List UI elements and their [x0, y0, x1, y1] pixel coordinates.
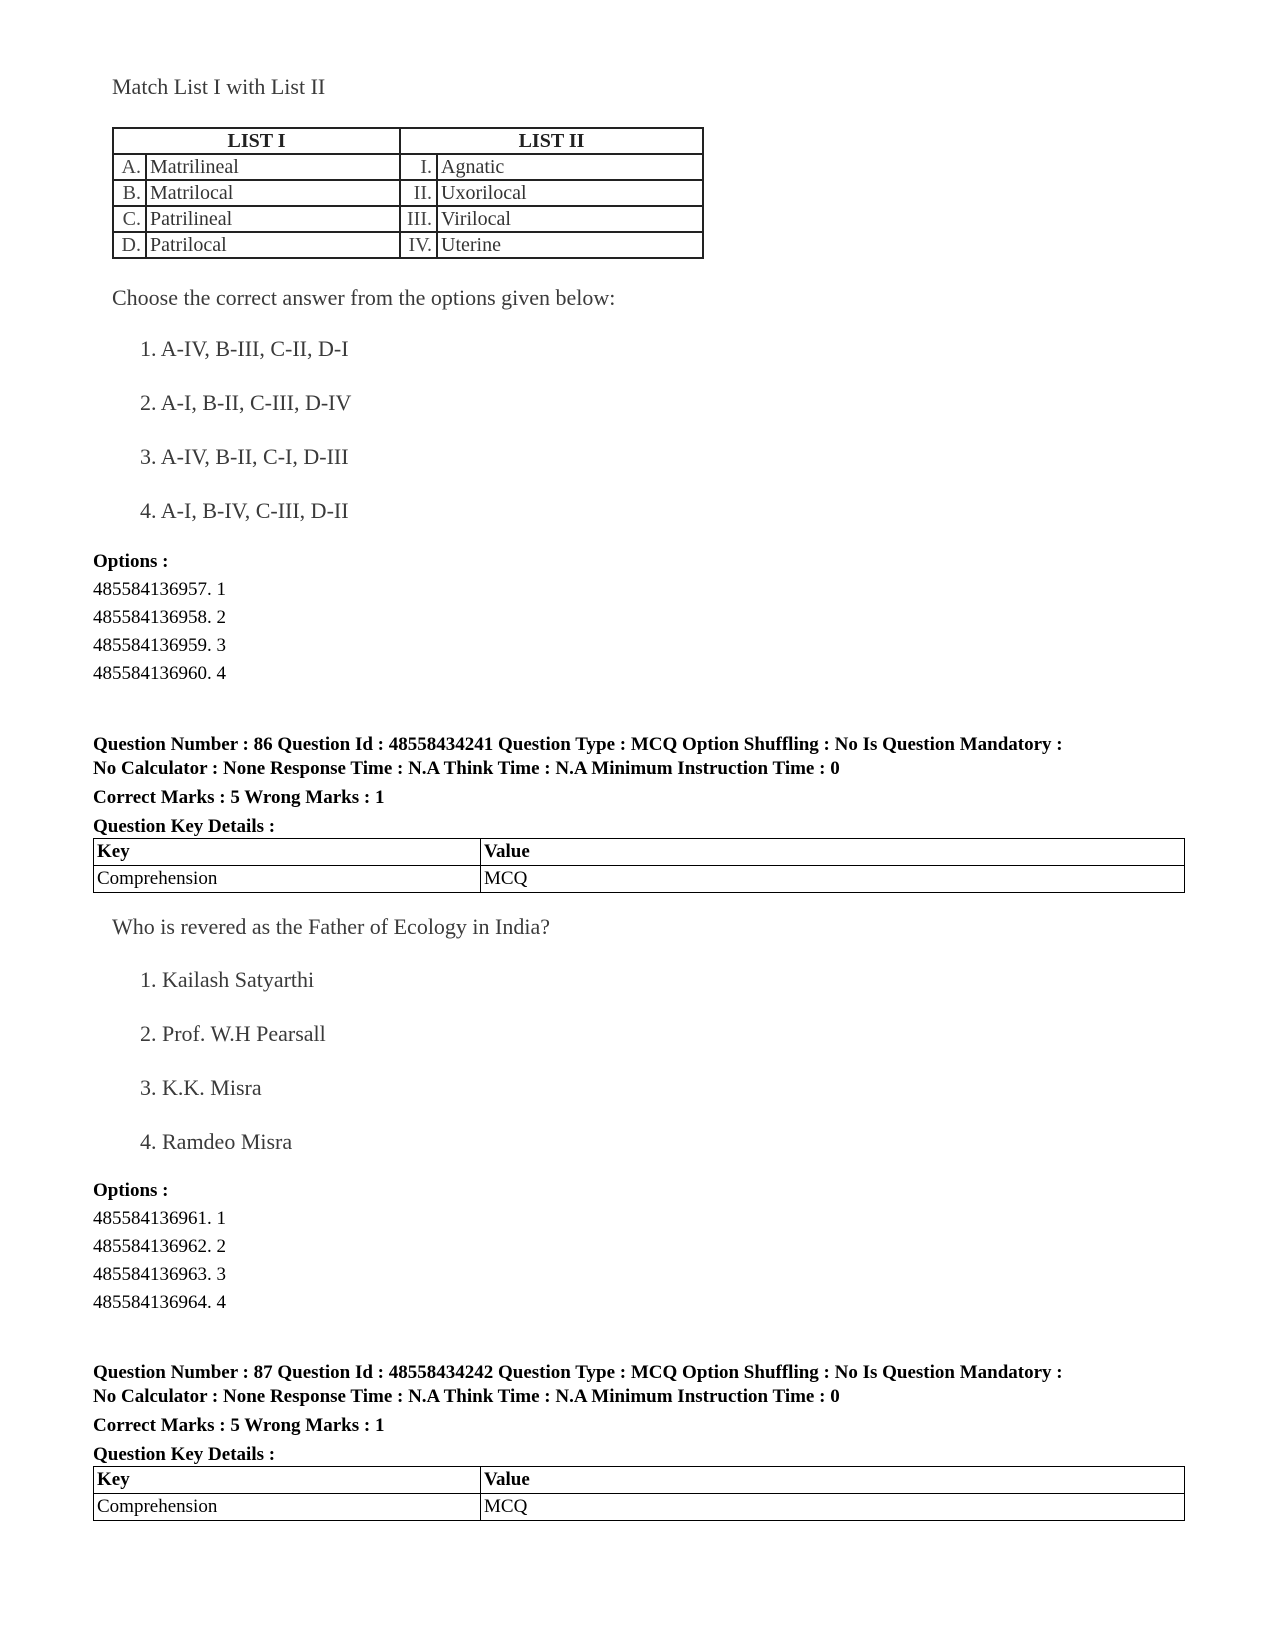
option-row: 485584136962. 2: [93, 1236, 226, 1257]
q85-options: [93, 548, 226, 688]
key-cell: Comprehension: [94, 866, 481, 893]
question-marks: Correct Marks : 5 Wrong Marks : 1: [93, 1415, 385, 1436]
list2-item: Uterine: [437, 232, 703, 258]
choice-item: 4. Ramdeo Misra: [140, 1129, 293, 1154]
q86-options: [93, 1177, 226, 1317]
question-meta-line2: No Calculator : None Response Time : N.A Think Time : N.A Minimum Instruction Time : 0: [93, 758, 840, 779]
list2-header: LIST II: [400, 128, 703, 154]
list2-item: Virilocal: [437, 206, 703, 232]
q86-question: Who is revered as the Father of Ecology in India?: [112, 914, 551, 939]
list1-index: D.: [113, 232, 146, 258]
q85-choices: [140, 336, 351, 552]
key-header: Key: [94, 839, 481, 866]
option-row: 485584136964. 4: [93, 1292, 226, 1313]
q86-meta: [93, 733, 1193, 839]
choice-item: 4. A-I, B-IV, C-III, D-II: [140, 498, 349, 523]
key-header: Key: [94, 1467, 481, 1494]
match-row: [113, 206, 703, 232]
choice-item: 2. A-I, B-II, C-III, D-IV: [140, 390, 352, 415]
match-list-table: [112, 127, 704, 259]
option-row: 485584136963. 3: [93, 1264, 226, 1285]
match-row: [113, 232, 703, 258]
match-row: [113, 180, 703, 206]
option-row: 485584136960. 4: [93, 663, 226, 684]
list2-index: IV.: [400, 232, 437, 258]
question-meta-line2: No Calculator : None Response Time : N.A Think Time : N.A Minimum Instruction Time : 0: [93, 1386, 840, 1407]
question-meta-line1: Question Number : 86 Question Id : 48558434241 Question Type : MCQ Option Shuffling : No Is Question Mandatory :: [93, 734, 1063, 755]
question-key-details: Question Key Details :: [93, 1444, 276, 1465]
q85-prompt: Match List I with List II: [112, 74, 326, 99]
list1-index: A.: [113, 154, 146, 180]
value-cell: MCQ: [481, 1494, 1185, 1521]
value-header: Value: [481, 839, 1185, 866]
list1-index: B.: [113, 180, 146, 206]
option-row: 485584136961. 1: [93, 1208, 226, 1229]
q87-meta: [93, 1361, 1193, 1467]
list1-item: Matrilineal: [146, 154, 400, 180]
list1-header: LIST I: [113, 128, 400, 154]
list1-index: C.: [113, 206, 146, 232]
choice-item: 3. K.K. Misra: [140, 1075, 262, 1100]
question-marks: Correct Marks : 5 Wrong Marks : 1: [93, 787, 385, 808]
list2-index: II.: [400, 180, 437, 206]
choice-item: 3. A-IV, B-II, C-I, D-III: [140, 444, 349, 469]
list1-item: Matrilocal: [146, 180, 400, 206]
question-key-details: Question Key Details :: [93, 816, 276, 837]
q86-choices: [140, 967, 326, 1183]
value-header: Value: [481, 1467, 1185, 1494]
value-cell: MCQ: [481, 866, 1185, 893]
list2-index: III.: [400, 206, 437, 232]
option-row: 485584136958. 2: [93, 607, 226, 628]
options-title: Options :: [93, 551, 169, 572]
options-title: Options :: [93, 1180, 169, 1201]
q86-key-table: [93, 838, 1185, 893]
option-row: 485584136959. 3: [93, 635, 226, 656]
q87-key-table: [93, 1466, 1185, 1521]
option-row: 485584136957. 1: [93, 579, 226, 600]
list1-item: Patrilocal: [146, 232, 400, 258]
list2-index: I.: [400, 154, 437, 180]
choice-item: 2. Prof. W.H Pearsall: [140, 1021, 326, 1046]
list1-item: Patrilineal: [146, 206, 400, 232]
match-row: [113, 154, 703, 180]
list2-item: Agnatic: [437, 154, 703, 180]
key-cell: Comprehension: [94, 1494, 481, 1521]
list2-item: Uxorilocal: [437, 180, 703, 206]
choice-item: 1. Kailash Satyarthi: [140, 967, 315, 992]
q85-instruction: Choose the correct answer from the options given below:: [112, 285, 616, 310]
choice-item: 1. A-IV, B-III, C-II, D-I: [140, 336, 349, 361]
question-meta-line1: Question Number : 87 Question Id : 48558434242 Question Type : MCQ Option Shuffling : No Is Question Mandatory :: [93, 1362, 1063, 1383]
